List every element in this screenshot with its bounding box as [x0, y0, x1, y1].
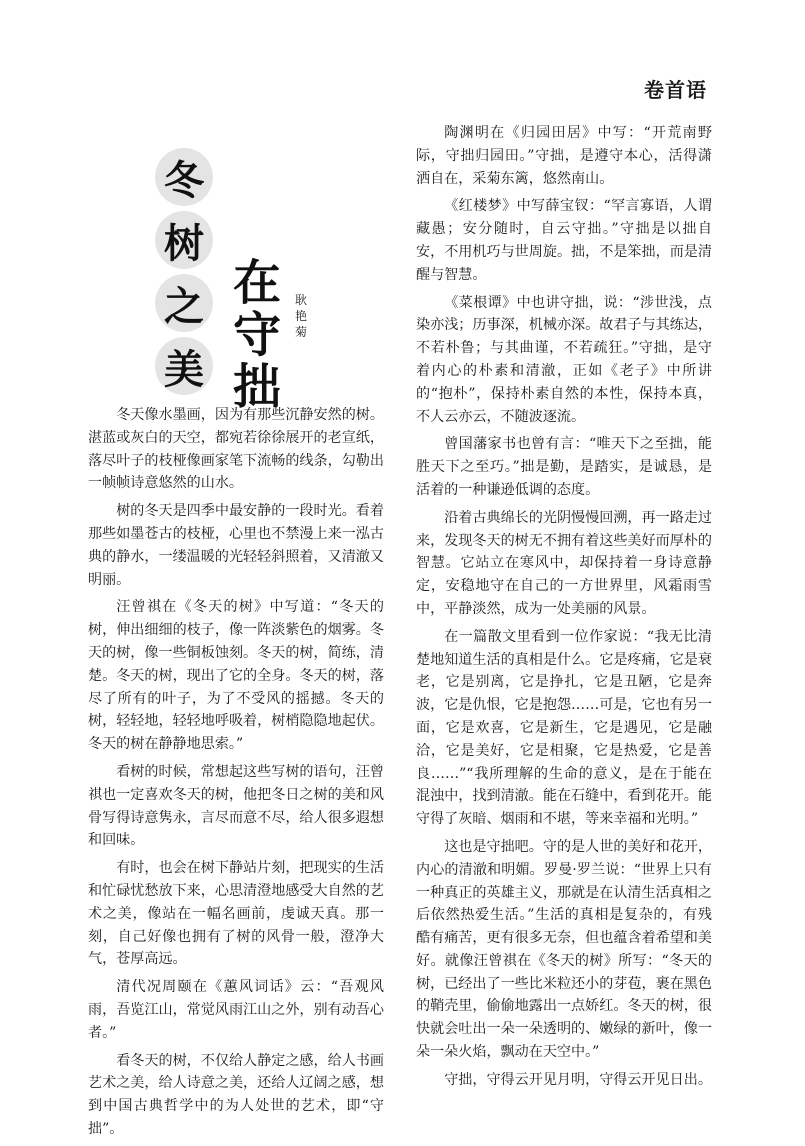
- article-title: [155, 148, 400, 415]
- title-char: 树: [155, 211, 213, 269]
- paragraph: 清代况周颐在《蕙风词话》云：“吾观风雨，吾览江山，常觉风雨江山之外，别有动吾心者。”: [88, 979, 384, 1041]
- section-label: 卷首语: [644, 78, 707, 102]
- author-name: 耿艳菊: [294, 293, 307, 339]
- paragraph: 看树的时候，常想起这些写树的语句，汪曾祺也一定喜欢冬天的树，他把冬日之树的美和风骨写得诗意隽永，言尽而意不尽，给人很多遐想和回味。: [88, 763, 384, 849]
- title-char: 在: [232, 254, 281, 311]
- title-char: 冬: [155, 148, 213, 206]
- paragraph: 守拙，守得云开见月明，守得云开见日出。: [444, 1071, 712, 1088]
- title-char: 拙: [232, 358, 281, 415]
- paragraph: 有时，也会在树下静站片刻，把现实的生活和忙碌忧愁放下来，心思清澄地感受大自然的艺术之美，像站在一幅名画前，虔诚天真。那一刻，自己好像也拥有了树的风骨一般，澄净大气，苍厚高远。: [88, 860, 384, 968]
- paragraph: 树的冬天是四季中最安静的一段时光。看着那些如墨苍古的枝桠，心里也不禁漫上来一泓古典的静水，一缕温暖的光轻轻斜照着，又清澈又明丽。: [88, 503, 384, 588]
- left-column: [88, 404, 384, 1146]
- paragraph: 《红楼梦》中写薛宝钗：“罕言寡语，人谓藏愚；安分随时，自云守拙。”守拙是以拙自安，不用机巧与世周旋。拙，不是笨拙，而是清醒与智慧。: [416, 198, 712, 283]
- paragraph: 汪曾祺在《冬天的树》中写道：“冬天的树，伸出细细的枝子，像一阵淡紫色的烟雾。冬天的树，像一些铜板蚀刻。冬天的树，简练，清楚。冬天的树，现出了它的全身。冬天的树，落尽了所有的叶子，为了不受风的摇撼。冬天的树，轻轻地，轻轻地呼吸着，树梢隐隐地起伏。冬天的树在静静地思索。”: [88, 599, 384, 753]
- paragraph: 沿着古典绵长的光阴慢慢回溯，再一路走过来，发现冬天的树无不拥有着这些美好而厚朴的智慧。它站立在寒风中，却保持着一身诗意静定，安稳地守在自己的一方世界里，风霜雨雪中，平静淡然，成为一处美丽的风景。: [416, 509, 712, 617]
- title-char: 守: [232, 306, 281, 363]
- title-char: 美: [155, 337, 213, 395]
- paragraph: 在一篇散文里看到一位作家说：“我无比清楚地知道生活的真相是什么。它是疼痛，它是衰老，它是别离，它是挣扎，它是丑陋，它是奔波，它是仇恨，它是抱怨……可是，它也有另一面，它是欢喜，它是新生，它是遇见，它是融洽，它是美好，它是相聚，它是热爱，它是善良……”“我所理解的生命的意义，是在于能在混浊中，找到清澈。能在石缝中，看到花开。能守得了灰暗、烟雨和不堪，等来幸福和光明。”: [416, 628, 712, 828]
- paragraph: 陶渊明在《归园田居》中写：“开荒南野际，守拙归园田。”守拙，是遵守本心，活得潇洒自在，采菊东篱，悠然南山。: [416, 125, 712, 187]
- title-char: 之: [155, 274, 213, 332]
- paragraph: 曾国藩家书也曾有言：“唯天下之至拙，能胜天下之至巧。”拙是勤，是踏实，是诚恳，是活着的一种谦逊低调的态度。: [416, 436, 712, 498]
- paragraph: 《菜根谭》中也讲守拙，说：“涉世浅，点染亦浅；历事深，机械亦深。故君子与其练达，不若朴鲁；与其曲谨，不若疏狂。”守拙，是守着内心的朴素和清澈，正如《老子》中所讲的“抱朴”，保持朴素自然的本性，保持本真，不人云亦云，不随波逐流。: [416, 294, 712, 425]
- right-column: [416, 122, 712, 1097]
- paragraph: 看冬天的树，不仅给人静定之感，给人书画艺术之美，给人诗意之美，还给人辽阔之感，想到中国古典哲学中的为人处世的艺术，即“守拙”。: [88, 1052, 384, 1137]
- paragraph: 冬天像水墨画，因为有那些沉静安然的树。湛蓝或灰白的天空，都宛若徐徐展开的老宣纸，落尽叶子的枝桠像画家笔下流畅的线条，勾勒出一帧帧诗意悠然的山水。: [88, 407, 384, 492]
- paragraph: 这也是守拙吧。守的是人世的美好和花开，内心的清澈和明媚。罗曼·罗兰说：“世界上只有一种真正的英雄主义，那就是在认清生活真相之后依然热爱生活。”生活的真相是复杂的，有残酷有痛苦，更有很多无奈，但也蕴含着希望和美好。就像汪曾祺在《冬天的树》所写：“冬天的树，已经出了一些比米粒还小的芽苞，裹在黑色的鞘壳里，偷偷地露出一点娇红。冬天的树，很快就会吐出一朵一朵透明的、嫩绿的新叶，像一朵一朵火焰，飘动在天空中。”: [416, 838, 712, 1061]
